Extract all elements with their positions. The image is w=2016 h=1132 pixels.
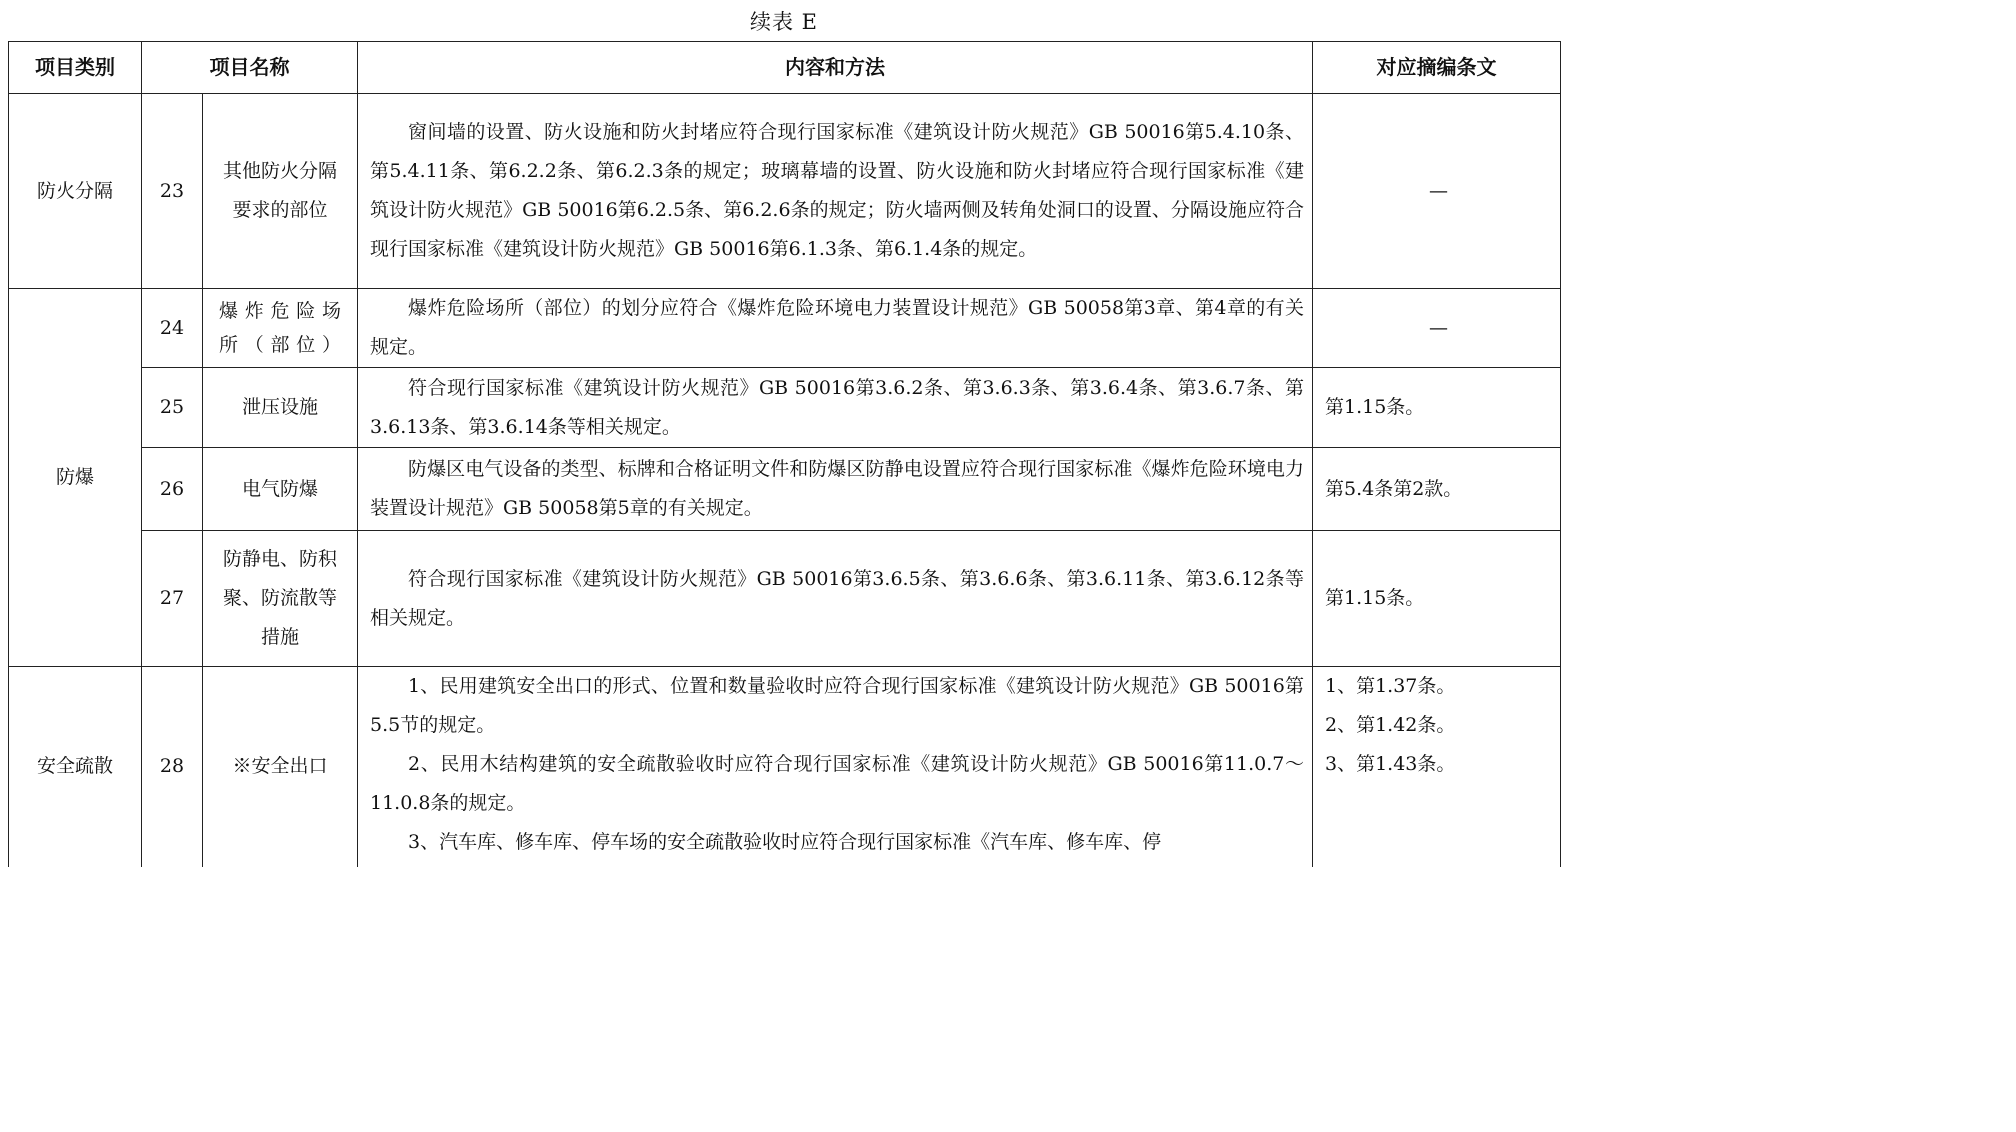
ref-line: 3、第1.43条。 [1325, 753, 1456, 775]
table-caption: 续表 E [749, 10, 818, 34]
content-cell [358, 94, 1313, 289]
content-cell [358, 531, 1313, 667]
content-text: 1、民用建筑安全出口的形式、位置和数量验收时应符合现行国家标准《建筑设计防火规范》GB 50016第5.5节的规定。 [370, 675, 1304, 736]
category-cell: 安全疏散 [9, 667, 142, 867]
item-number: 28 [142, 667, 203, 867]
header-name: 项目名称 [142, 42, 358, 94]
ref-cell: 第1.15条。 [1313, 368, 1561, 448]
content-text: 爆炸危险场所（部位）的划分应符合《爆炸危险环境电力装置设计规范》GB 50058第3章、第4章的有关规定。 [370, 297, 1304, 358]
item-name: 防静电、防积聚、防流散等措施 [203, 531, 358, 667]
header-row [9, 42, 1561, 94]
content-text: 3、汽车库、修车库、停车场的安全疏散验收时应符合现行国家标准《汽车库、修车库、停 [408, 831, 1162, 853]
content-cell [358, 667, 1313, 867]
category-cell: 防爆 [9, 289, 142, 667]
item-name: 电气防爆 [203, 448, 358, 531]
acceptance-table [8, 41, 1561, 867]
item-name: 泄压设施 [203, 368, 358, 448]
table-row [9, 94, 1561, 289]
content-text: 符合现行国家标准《建筑设计防火规范》GB 50016第3.6.2条、第3.6.3条、第3.6.4条、第3.6.7条、第3.6.13条、第3.6.14条等相关规定。 [370, 376, 1304, 438]
item-name: 其他防火分隔要求的部位 [203, 94, 358, 289]
content-cell [358, 289, 1313, 368]
header-content: 内容和方法 [358, 42, 1313, 94]
ref-line: 1、第1.37条。 [1325, 675, 1456, 697]
item-name-line: 所（部位） [219, 334, 341, 356]
item-number: 27 [142, 531, 203, 667]
ref-line: 2、第1.42条。 [1325, 714, 1456, 736]
table-row [9, 531, 1561, 667]
header-category: 项目类别 [9, 42, 142, 94]
ref-cell: — [1313, 94, 1561, 289]
item-number: 26 [142, 448, 203, 531]
content-text: 窗间墙的设置、防火设施和防火封堵应符合现行国家标准《建筑设计防火规范》GB 50016第5.4.10条、第5.4.11条、第6.2.2条、第6.2.3条的规定；玻璃幕墙的设置、防火设施和防火封堵应符合现行国家标准《建筑设计防火规范》GB 50016第6.2.5条、第6.2.6条的规定；防火墙两侧及转角处洞口的设置、分隔设施应符合现行国家标准《建筑设计防火规范》GB 50016第6.1.3条、第6.1.4条的规定。 [370, 121, 1304, 260]
item-number: 23 [142, 94, 203, 289]
ref-cell: 第1.15条。 [1313, 531, 1561, 667]
item-number: 24 [142, 289, 203, 368]
item-name: ※安全出口 [203, 667, 358, 867]
item-name-line: 爆炸危险场 [219, 300, 341, 322]
item-number: 25 [142, 368, 203, 448]
ref-cell: 第5.4条第2款。 [1313, 448, 1561, 531]
content-cell [358, 448, 1313, 531]
category-cell: 防火分隔 [9, 94, 142, 289]
content-cell [358, 368, 1313, 448]
content-text: 防爆区电气设备的类型、标牌和合格证明文件和防爆区防静电设置应符合现行国家标准《爆炸危险环境电力装置设计规范》GB 50058第5章的有关规定。 [370, 458, 1304, 519]
ref-cell [1313, 667, 1561, 867]
table-row [9, 368, 1561, 448]
content-text: 符合现行国家标准《建筑设计防火规范》GB 50016第3.6.5条、第3.6.6条、第3.6.11条、第3.6.12条等相关规定。 [370, 567, 1304, 629]
item-name [203, 289, 358, 368]
table-row [9, 448, 1561, 531]
content-text: 2、民用木结构建筑的安全疏散验收时应符合现行国家标准《建筑设计防火规范》GB 50016第11.0.7～11.0.8条的规定。 [370, 753, 1304, 814]
ref-cell: — [1313, 289, 1561, 368]
header-ref: 对应摘编条文 [1313, 42, 1561, 94]
table-row [9, 289, 1561, 368]
table-row [9, 667, 1561, 867]
